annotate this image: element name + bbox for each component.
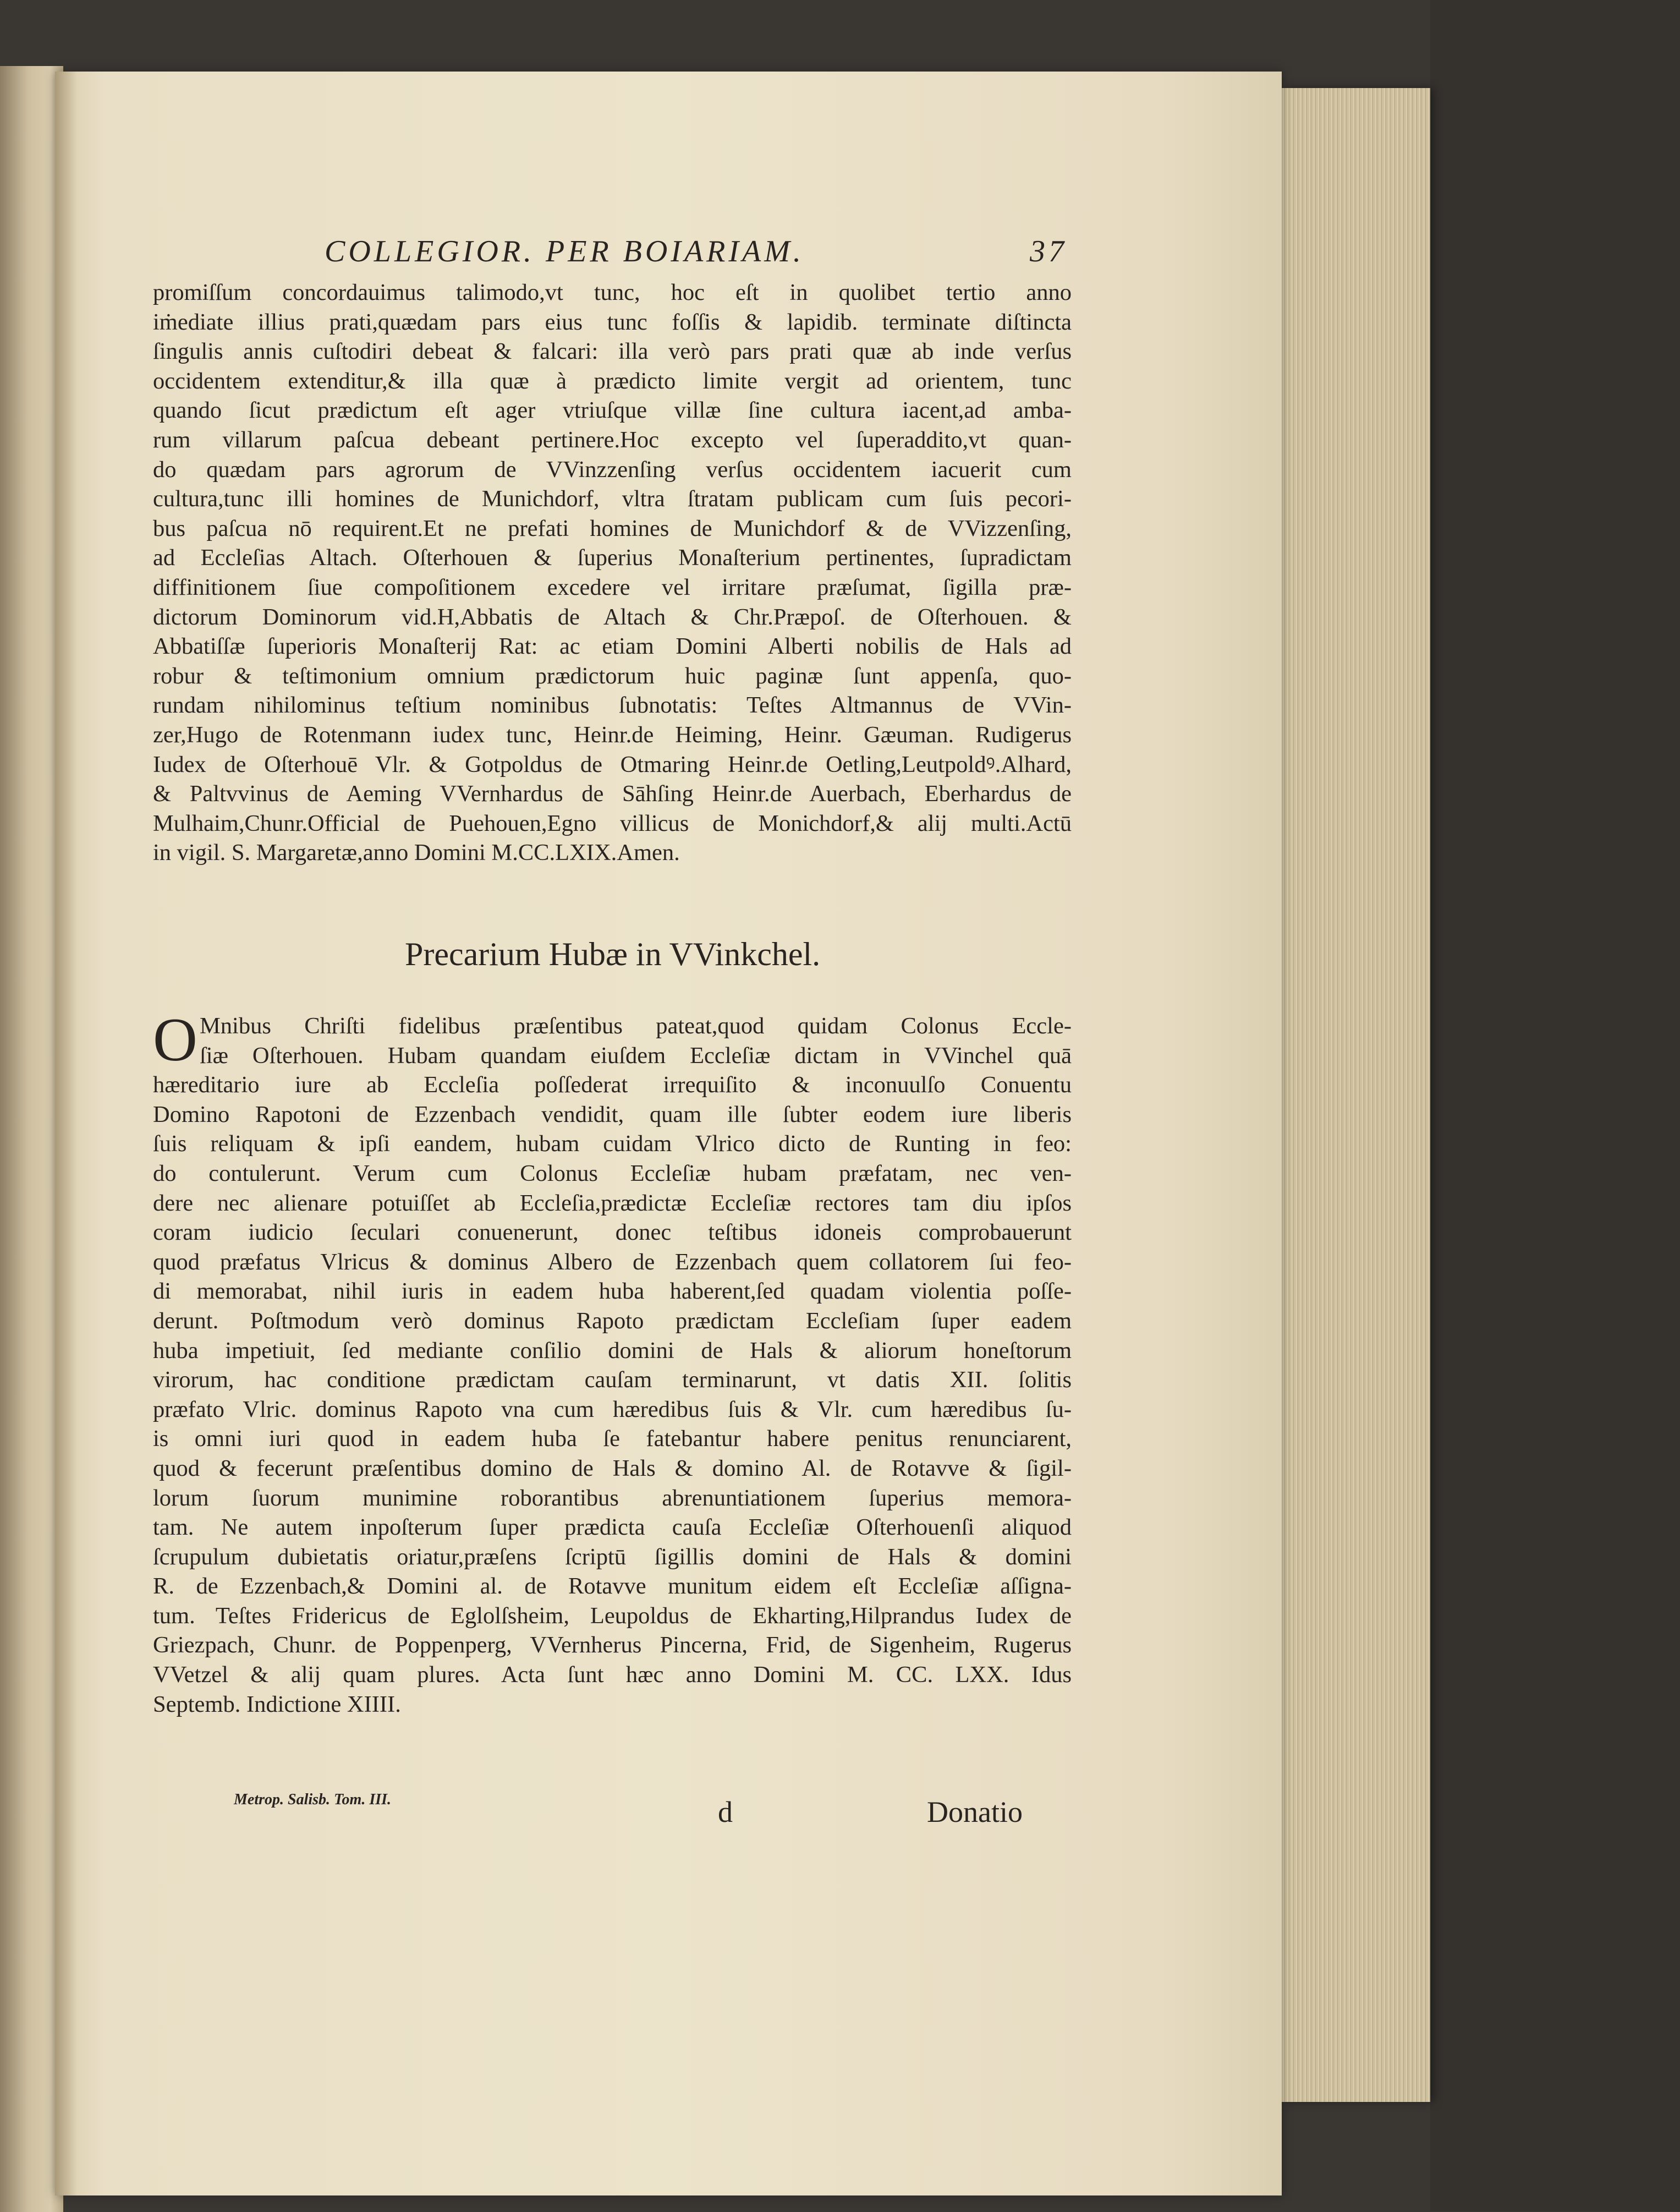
text-line: cultura,tunc illi homines de Munichdorf, vltra ſtratam publicam cum ſuis pecori- xyxy=(153,486,1072,512)
text-line: derunt. Poſtmodum verò dominus Rapoto prædictam Eccleſiam ſuper eadem xyxy=(153,1307,1072,1334)
text-line: Iudex de Oſterhouē Vlr. & Gotpoldus de Otmaring Heinr.de Oetling,Leutpoldꝰ.Alhard, xyxy=(153,751,1072,778)
text-line: do quædam pars agrorum de VVinzzenſing verſus occidentem iacuerit cum xyxy=(153,456,1072,483)
book-cover-background xyxy=(1430,0,1680,2211)
text-line: Griezpach, Chunr. de Poppenperg, VVernherus Pincerna, Frid, de Sigenheim, Rugerus xyxy=(153,1632,1072,1658)
text-line: quod præfatus Vlricus & dominus Albero de Ezzenbach quem collatorem ſui feo- xyxy=(153,1249,1072,1275)
section-heading: Precarium Hubæ in VVinkchel. xyxy=(405,936,821,972)
text-line: ſcrupulum dubietatis oriatur,præſens ſcriptū ſigillis domini de Hals & domini xyxy=(153,1543,1072,1570)
text-line: promiſſum concordauimus talimodo,vt tunc, hoc eſt in quolibet tertio anno xyxy=(153,280,1072,305)
text-line: præfato Vlric. dominus Rapoto vna cum hæredibus ſuis & Vlr. cum hæredibus ſu- xyxy=(153,1396,1072,1422)
text-line: lorum ſuorum munimine roborantibus abrenuntiationem ſuperius memora- xyxy=(153,1485,1072,1511)
text-line: di memorabat, nihil iuris in eadem huba haberent,ſed quadam violentia poſſe- xyxy=(153,1278,1072,1305)
charter-text-continuation xyxy=(153,278,1072,868)
text-line: hæreditario iure ab Eccleſia poſſederat irrequiſito & inconuulſo Conuentu xyxy=(153,1072,1072,1098)
gutter-shadow xyxy=(55,72,77,2195)
catchword: Donatio xyxy=(927,1795,1023,1828)
text-line: rum villarum paſcua debeant pertinere.Hoc excepto vel ſuperaddito,vt quan- xyxy=(153,426,1072,453)
text-line: zer,Hugo de Rotenmann iudex tunc, Heinr.de Heiming, Heinr. Gæuman. Rudigerus xyxy=(153,721,1072,748)
text-line: robur & teſtimonium omnium prædictorum huic paginæ ſunt appenſa, quo- xyxy=(153,662,1072,689)
text-line: in vigil. S. Margaretæ,anno Domini M.CC.LXIX.Amen. xyxy=(153,840,680,866)
text-line: rundam nihilominus teſtium nominibus ſubnotatis: Teſtes Altmannus de VVin- xyxy=(153,692,1072,719)
left-page-edge xyxy=(0,66,63,2212)
text-line: tum. Teſtes Fridericus de Eglolſsheim, Leupoldus de Ekharting,Hilprandus Iudex de xyxy=(153,1602,1072,1629)
text-line: Abbatiſſæ ſuperioris Monaſterij Rat: ac etiam Domini Alberti nobilis de Hals ad xyxy=(153,633,1072,660)
page-number: 37 xyxy=(1030,234,1067,269)
text-line: occidentem extenditur,& illa quæ à prædicto limite vergit ad orientem, tunc xyxy=(153,368,1072,394)
text-line: VVetzel & alij quam plures. Acta ſunt hæc anno Domini M. CC. LXX. Idus xyxy=(153,1662,1072,1688)
running-title: COLLEGIOR. PER BOIARIAM. xyxy=(325,234,804,269)
text-line: Septemb. Indictione XIIII. xyxy=(153,1691,401,1717)
text-line: Domino Rapotoni de Ezzenbach vendidit, quam ille ſubter eodem iure liberis xyxy=(153,1101,1072,1127)
text-line: R. de Ezzenbach,& Domini al. de Rotavve munitum eidem eſt Eccleſiæ aſſigna- xyxy=(153,1573,1072,1600)
text-line: & Paltvvinus de Aeming VVernhardus de Sāhſing Heinr.de Auerbach, Eberhardus de xyxy=(153,781,1072,807)
text-line: quod & fecerunt præſentibus domino de Hals & domino Al. de Rotavve & ſigil- xyxy=(153,1455,1072,1481)
text-line: diffinitionem ſiue compoſitionem excedere vel irritare præſumat, ſigilla præ- xyxy=(153,574,1072,600)
text-line: dere nec alienare potuiſſet ab Eccleſia,prædictæ Eccleſiæ rectores tam diu ipſos xyxy=(153,1190,1072,1216)
text-line: is omni iuri quod in eadem huba ſe fatebantur habere penitus renunciarent, xyxy=(153,1426,1072,1452)
text-line: tam. Ne autem inpoſterum ſuper prædicta cauſa Eccleſiæ Oſterhouenſi aliquod xyxy=(153,1514,1072,1541)
text-line: ſingulis annis cuſtodiri debeat & falcari: illa verò pars prati quæ ab inde verſus xyxy=(153,338,1072,365)
text-line: huba impetiuit, ſed mediante conſilio domini de Hals & aliorum honeſtorum xyxy=(153,1337,1072,1364)
text-line: iṁediate illius prati,quædam pars eius tunc foſſis & lapidib. terminate diſtincta xyxy=(153,309,1072,335)
text-line: Mulhaim,Chunr.Official de Puehouen,Egno villicus de Monichdorf,& alij multi.Actū xyxy=(153,810,1072,836)
text-line: quando ſicut prædictum eſt ager vtriuſque villæ ſine cultura iacent,ad amba- xyxy=(153,397,1072,424)
text-line: dictorum Dominorum vid.H,Abbatis de Altach & Chr.Præpoſ. de Oſterhouen. & xyxy=(153,604,1072,630)
signature-note: Metrop. Salisb. Tom. III. xyxy=(234,1791,392,1808)
text-line: ſiæ Oſterhouen. Hubam quandam eiuſdem Eccleſiæ dictam in VVinchel quā xyxy=(200,1042,1072,1069)
text-line: bus paſcua nō requirent.Et ne prefati homines de Munichdorf & de VVizzenſing, xyxy=(153,515,1072,541)
signature-letter: d xyxy=(718,1795,733,1828)
page-header xyxy=(325,234,1067,272)
drop-cap-initial: O xyxy=(153,1006,197,1074)
text-line: virorum, hac conditione prædictam cauſam terminarunt, vt datis XII. ſolitis xyxy=(153,1367,1072,1393)
text-line: Mnibus Chriſti fidelibus præſentibus pateat,quod quidam Colonus Eccle- xyxy=(200,1013,1072,1039)
charter-text-precarium xyxy=(153,1006,1072,1719)
text-line: coram iudicio ſeculari conuenerunt, donec teſtibus idoneis comprobauerunt xyxy=(153,1219,1072,1246)
text-line: ſuis reliquam & ipſi eandem, hubam cuidam Vlrico dicto de Runting in feo: xyxy=(153,1131,1072,1157)
text-line: do contulerunt. Verum cum Colonus Eccleſiæ hubam præfatam, nec ven- xyxy=(153,1160,1072,1186)
page-fore-edge xyxy=(1282,88,1430,2102)
text-line: ad Eccleſias Altach. Oſterhouen & ſuperius Monaſterium pertinentes, ſupradictam xyxy=(153,545,1072,571)
